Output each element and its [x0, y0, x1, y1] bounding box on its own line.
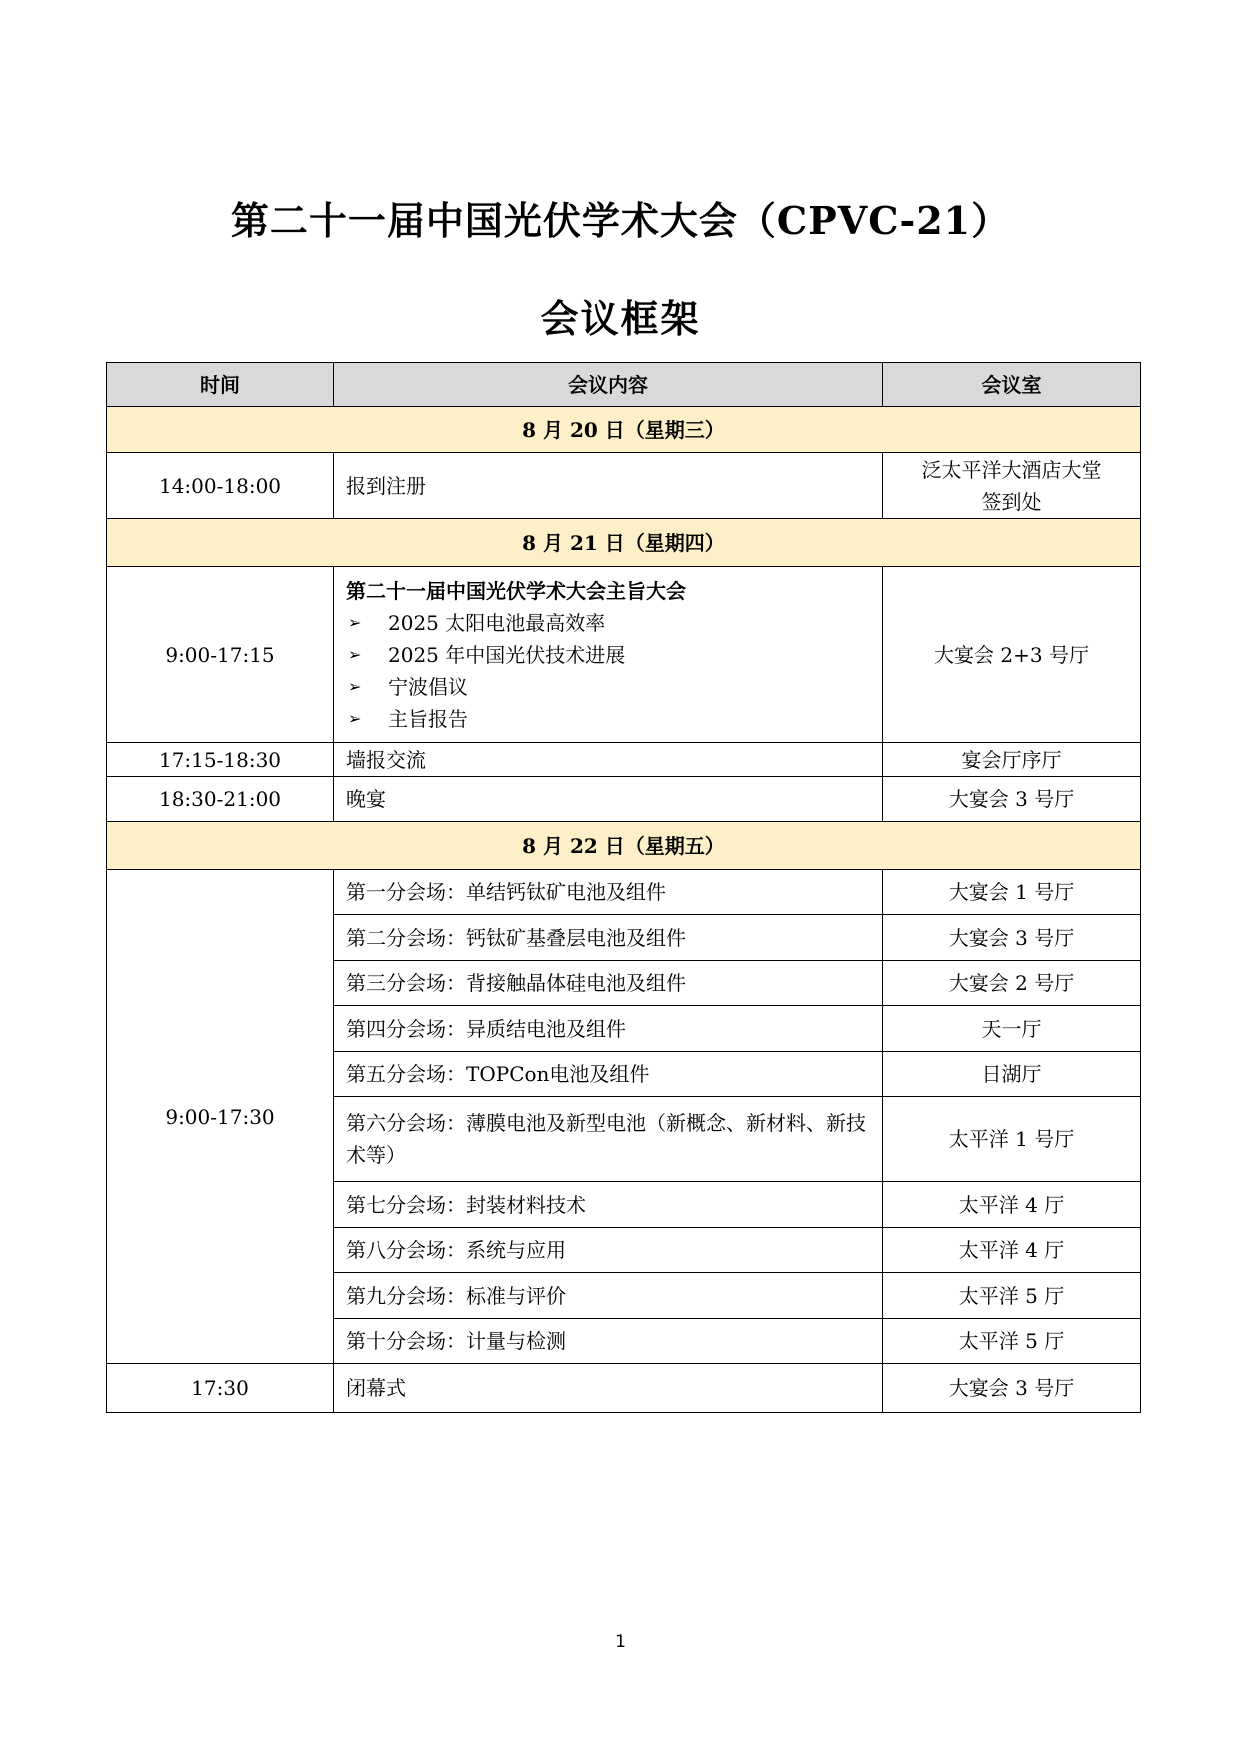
content-cell: 闭幕式: [334, 1364, 883, 1413]
content-cell: 报到注册: [334, 453, 883, 519]
day-label: 8 月 20 日（星期三）: [107, 407, 1141, 453]
room-cell: 太平洋 5 厅: [883, 1319, 1141, 1364]
keynote-row: [107, 567, 1141, 743]
session-cell: 第四分会场：异质结电池及组件: [334, 1006, 883, 1052]
room-line: 签到处: [981, 489, 1042, 514]
room-cell: 太平洋 1 号厅: [883, 1097, 1141, 1182]
time-cell: 18:30-21:00: [107, 777, 334, 822]
header-room: 会议室: [883, 363, 1141, 407]
session-cell: 第一分会场：单结钙钛矿电池及组件: [334, 870, 883, 915]
room-cell: 大宴会 2 号厅: [883, 961, 1141, 1006]
session-cell: 第七分会场：封装材料技术: [334, 1182, 883, 1228]
time-cell: 9:00-17:30: [107, 870, 334, 1364]
arrow-bullet-icon: ➢: [348, 708, 362, 728]
table-row: [107, 777, 1141, 822]
room-cell: [883, 453, 1141, 519]
room-cell: 太平洋 4 厅: [883, 1182, 1141, 1228]
room-cell: 天一厅: [883, 1006, 1141, 1052]
table-row: [107, 870, 1141, 915]
time-cell: 9:00-17:15: [107, 567, 334, 743]
room-cell: 太平洋 5 厅: [883, 1273, 1141, 1319]
day-label: 8 月 22 日（星期五）: [107, 822, 1141, 870]
room-line: 泛太平洋大酒店大堂: [921, 457, 1102, 482]
time-cell: 17:15-18:30: [107, 743, 334, 777]
session-cell: 第五分会场：TOPCon电池及组件: [334, 1052, 883, 1097]
room-cell: 大宴会 3 号厅: [883, 915, 1141, 961]
keynote-content-cell: [334, 567, 883, 743]
keynote-title: 第二十一届中国光伏学术大会主旨大会: [346, 578, 686, 603]
content-cell: 墙报交流: [334, 743, 883, 777]
room-cell: 大宴会 1 号厅: [883, 870, 1141, 915]
page-number: 1: [615, 1632, 626, 1652]
session-cell: 第二分会场：钙钛矿基叠层电池及组件: [334, 915, 883, 961]
day-row-aug-22: [107, 822, 1141, 870]
list-item-text: 2025 年中国光伏技术进展: [388, 642, 626, 667]
room-cell: 大宴会 3 号厅: [883, 777, 1141, 822]
room-cell: 太平洋 4 厅: [883, 1228, 1141, 1273]
list-item: [346, 703, 870, 735]
list-item: [346, 639, 870, 671]
session-cell: 第三分会场：背接触晶体硅电池及组件: [334, 961, 883, 1006]
time-cell: 17:30: [107, 1364, 334, 1413]
room-cell: 日湖厅: [883, 1052, 1141, 1097]
document-subtitle: 会议框架: [540, 296, 701, 341]
room-cell: 大宴会 3 号厅: [883, 1364, 1141, 1413]
header-content: 会议内容: [334, 363, 883, 407]
room-cell: 大宴会 2+3 号厅: [883, 567, 1141, 743]
day-row-aug-21: [107, 519, 1141, 567]
table-row: [107, 1364, 1141, 1413]
table-row: [107, 453, 1141, 519]
session-cell: 第十分会场：计量与检测: [334, 1319, 883, 1364]
document-title: 第二十一届中国光伏学术大会（CPVC-21）: [230, 198, 1011, 243]
list-item: [346, 671, 870, 703]
content-cell: 晚宴: [334, 777, 883, 822]
table-header-row: [107, 363, 1141, 407]
list-item-text: 2025 太阳电池最高效率: [388, 610, 606, 635]
room-cell: 宴会厅序厅: [883, 743, 1141, 777]
day-row-aug-20: [107, 407, 1141, 453]
table-row: [107, 743, 1141, 777]
list-item: [346, 607, 870, 639]
session-cell: 第六分会场：薄膜电池及新型电池（新概念、新材料、新技术等）: [334, 1097, 883, 1182]
list-item-text: 宁波倡议: [388, 674, 468, 699]
header-time: 时间: [107, 363, 334, 407]
schedule-table: [106, 362, 1141, 1413]
list-item-text: 主旨报告: [388, 706, 468, 731]
arrow-bullet-icon: ➢: [348, 644, 362, 664]
session-cell: 第八分会场：系统与应用: [334, 1228, 883, 1273]
arrow-bullet-icon: ➢: [348, 612, 362, 632]
time-cell: 14:00-18:00: [107, 453, 334, 519]
day-label: 8 月 21 日（星期四）: [107, 519, 1141, 567]
session-cell: 第九分会场：标准与评价: [334, 1273, 883, 1319]
arrow-bullet-icon: ➢: [348, 676, 362, 696]
